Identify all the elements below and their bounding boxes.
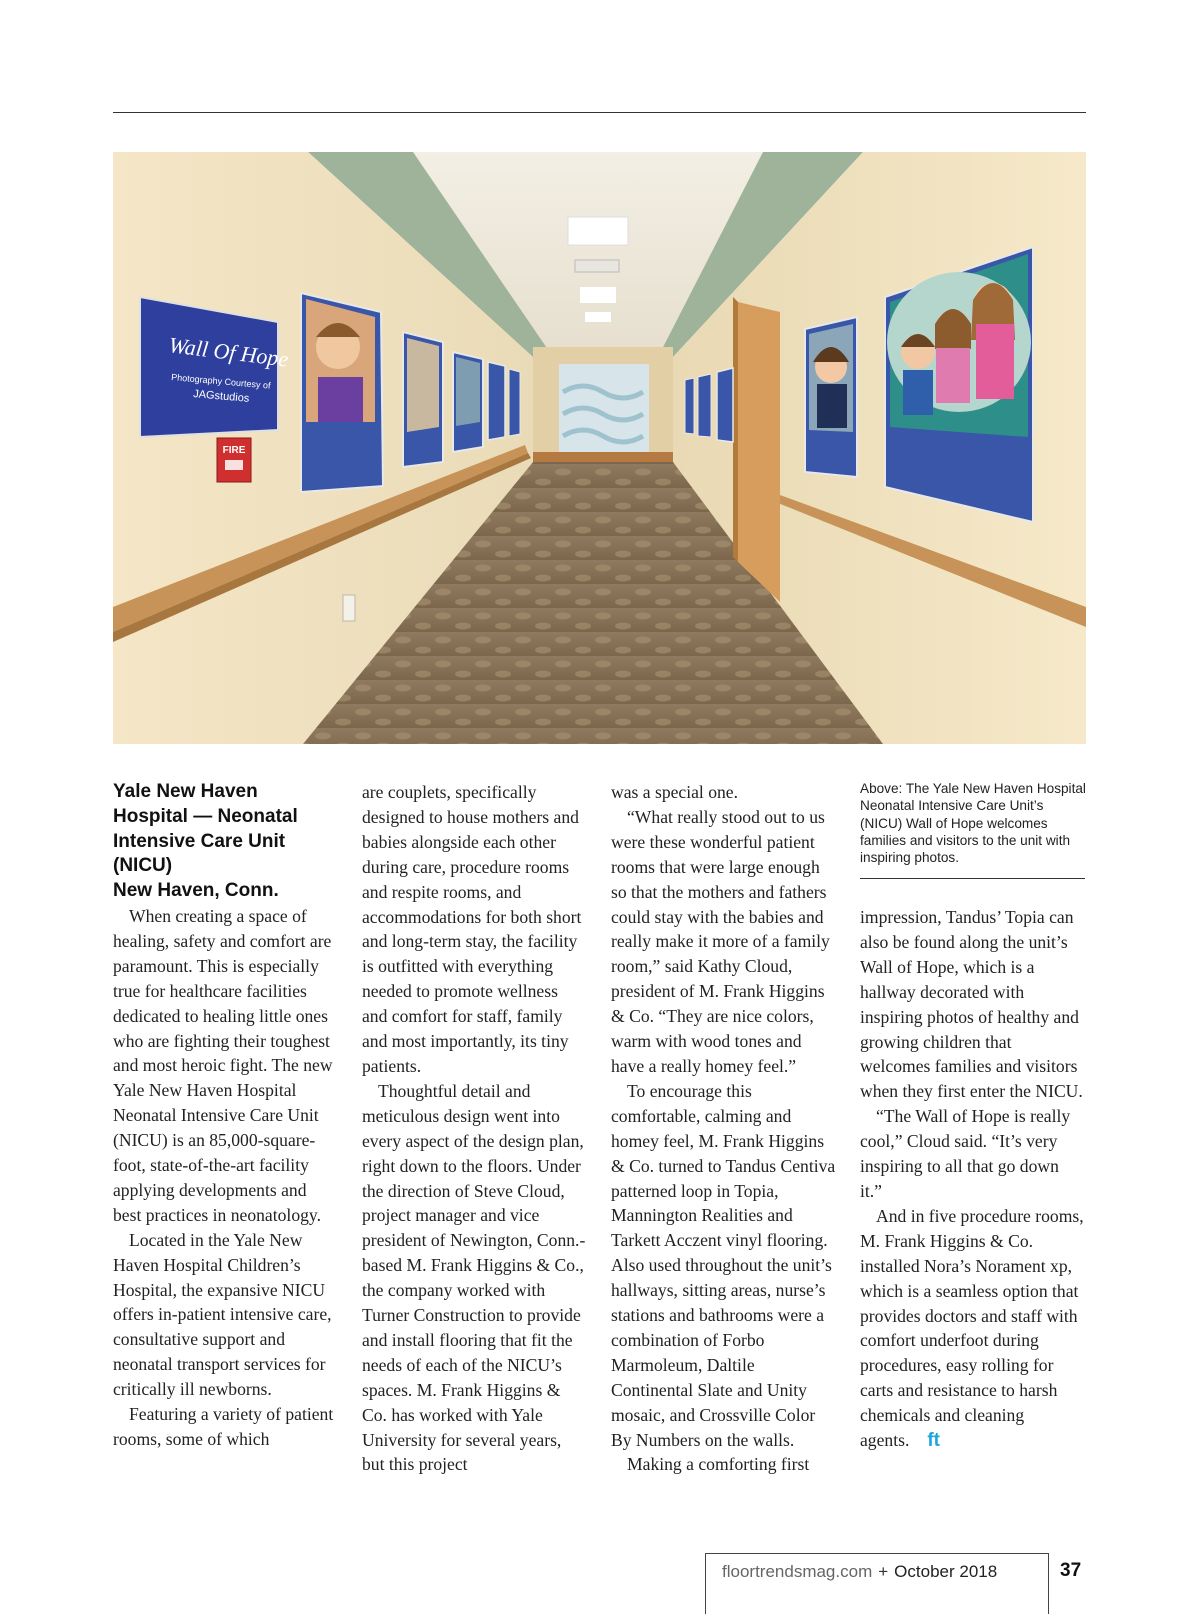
footer-credit (722, 1562, 997, 1582)
end-mark: ft (927, 1430, 941, 1452)
body-paragraph: Making a comforting first (627, 1454, 810, 1475)
body-paragraph: Thoughtful detail and meticulous design went into every aspect of the design plan, right down to the floors. Under the direction of Steve Cloud, project manager and vice president of Newington, Conn.-based M. Frank Higgins & Co., the company worked with Turner Construction to provide and install flooring that fit the needs of each of the NICU’s spaces. M. Frank Higgins & Co. has worked with Yale University for several years, but this project (362, 1080, 586, 1475)
footer-separator: + (878, 1562, 889, 1581)
final-paragraph-text: And in five procedure rooms, M. Frank Higgins & Co. installed Nora’s Norament xp, which is a seamless option that provides doctors and staff with comfort underfoot during procedures, easy rolling for carts and resistance to harsh chemicals and cleaning agents. (860, 1205, 1084, 1451)
caption-divider (860, 878, 1085, 879)
body-paragraph-continued: was a special one. (611, 782, 739, 802)
heading-line: Intensive Care Unit (113, 830, 286, 852)
body-paragraph: To encourage this comfortable, calming and homey feel, M. Frank Higgins & Co. turned to Tandus Centiva patterned loop in Topia, Mannington Realities and Tarkett Acczent vinyl flooring. Also used throughout the unit’s hallways, sitting areas, nurse’s stations and bathrooms were a combination of Forbo Marmoleum, Daltile Continental Slate and Unity mosaic, and Crossville Color By Numbers on the walls. (611, 1080, 836, 1450)
body-paragraph-continued: are couplets, specifically designed to house mothers and babies alongside each other during care, procedure rooms and respite rooms, and accommodations for both short and long-term stay, the facility is outfitted with everything needed to promote wellness and comfort for staff, family and most importantly, its tiny patients. (362, 782, 582, 1076)
footer-issue: October 2018 (894, 1562, 998, 1581)
hallway-photo (113, 152, 1086, 744)
body-paragraph-final (860, 1204, 1085, 1454)
body-paragraph: “What really stood out to us were these wonderful patient rooms that were large enough so that the mothers and fathers could stay with the babies and really make it more of a family room,” said Kathy Cloud, president of M. Frank Higgins & Co. “They are nice colors, warm with wood tones and have a really homey feel.” (611, 806, 830, 1076)
page-number: 37 (1060, 1560, 1082, 1581)
heading-line: Yale New Haven (113, 781, 258, 802)
article-column-1 (113, 780, 338, 1452)
fire-alarm-label: FIRE (222, 445, 246, 456)
footer-site: floortrendsmag.com (722, 1562, 873, 1581)
sign-credit-line1: Photography Courtesy of (170, 372, 271, 391)
top-rule (113, 112, 1086, 113)
article-column-2 (362, 780, 587, 1477)
body-paragraph: Featuring a variety of patient rooms, some of which (113, 1404, 334, 1450)
article-column-4 (860, 905, 1085, 1454)
article-column-3 (611, 780, 836, 1477)
article-heading (113, 780, 338, 904)
heading-line: Hospital — Neonatal (113, 805, 298, 827)
heading-line: (NICU) (113, 855, 173, 877)
body-paragraph: “The Wall of Hope is really cool,” Cloud said. “It’s very inspiring to all that go down it.” (860, 1106, 1071, 1201)
body-paragraph: When creating a space of healing, safety and comfort are paramount. This is especially true for healthcare facilities dedicated to healing little ones who are fighting their toughest and most heroic fight. The new Yale New Haven Hospital Neonatal Intensive Care Unit (NICU) is an 85,000-square-foot, state-of-the-art facility applying developments and best practices in neonatology. (113, 905, 333, 1225)
photo-caption: Above: The Yale New Haven Hospital Neonatal Intensive Care Unit’s (NICU) Wall of Hope welcomes families and visitors to the unit with inspiring photos. (860, 781, 1086, 866)
body-paragraph: Located in the Yale New Haven Hospital Children’s Hospital, the expansive NICU offers in-patient intensive care, consultative support and neonatal transport services for critically ill newborns. (113, 1229, 332, 1400)
body-paragraph-continued: impression, Tandus’ Topia can also be found along the unit’s Wall of Hope, which is a hallway decorated with inspiring photos of healthy and growing children that welcomes families and visitors when they first enter the NICU. (860, 907, 1083, 1102)
sign-title: Wall Of Hope (167, 332, 290, 372)
sign-credit-line2: JAGstudios (192, 388, 250, 405)
heading-location: New Haven, Conn. (113, 880, 279, 902)
